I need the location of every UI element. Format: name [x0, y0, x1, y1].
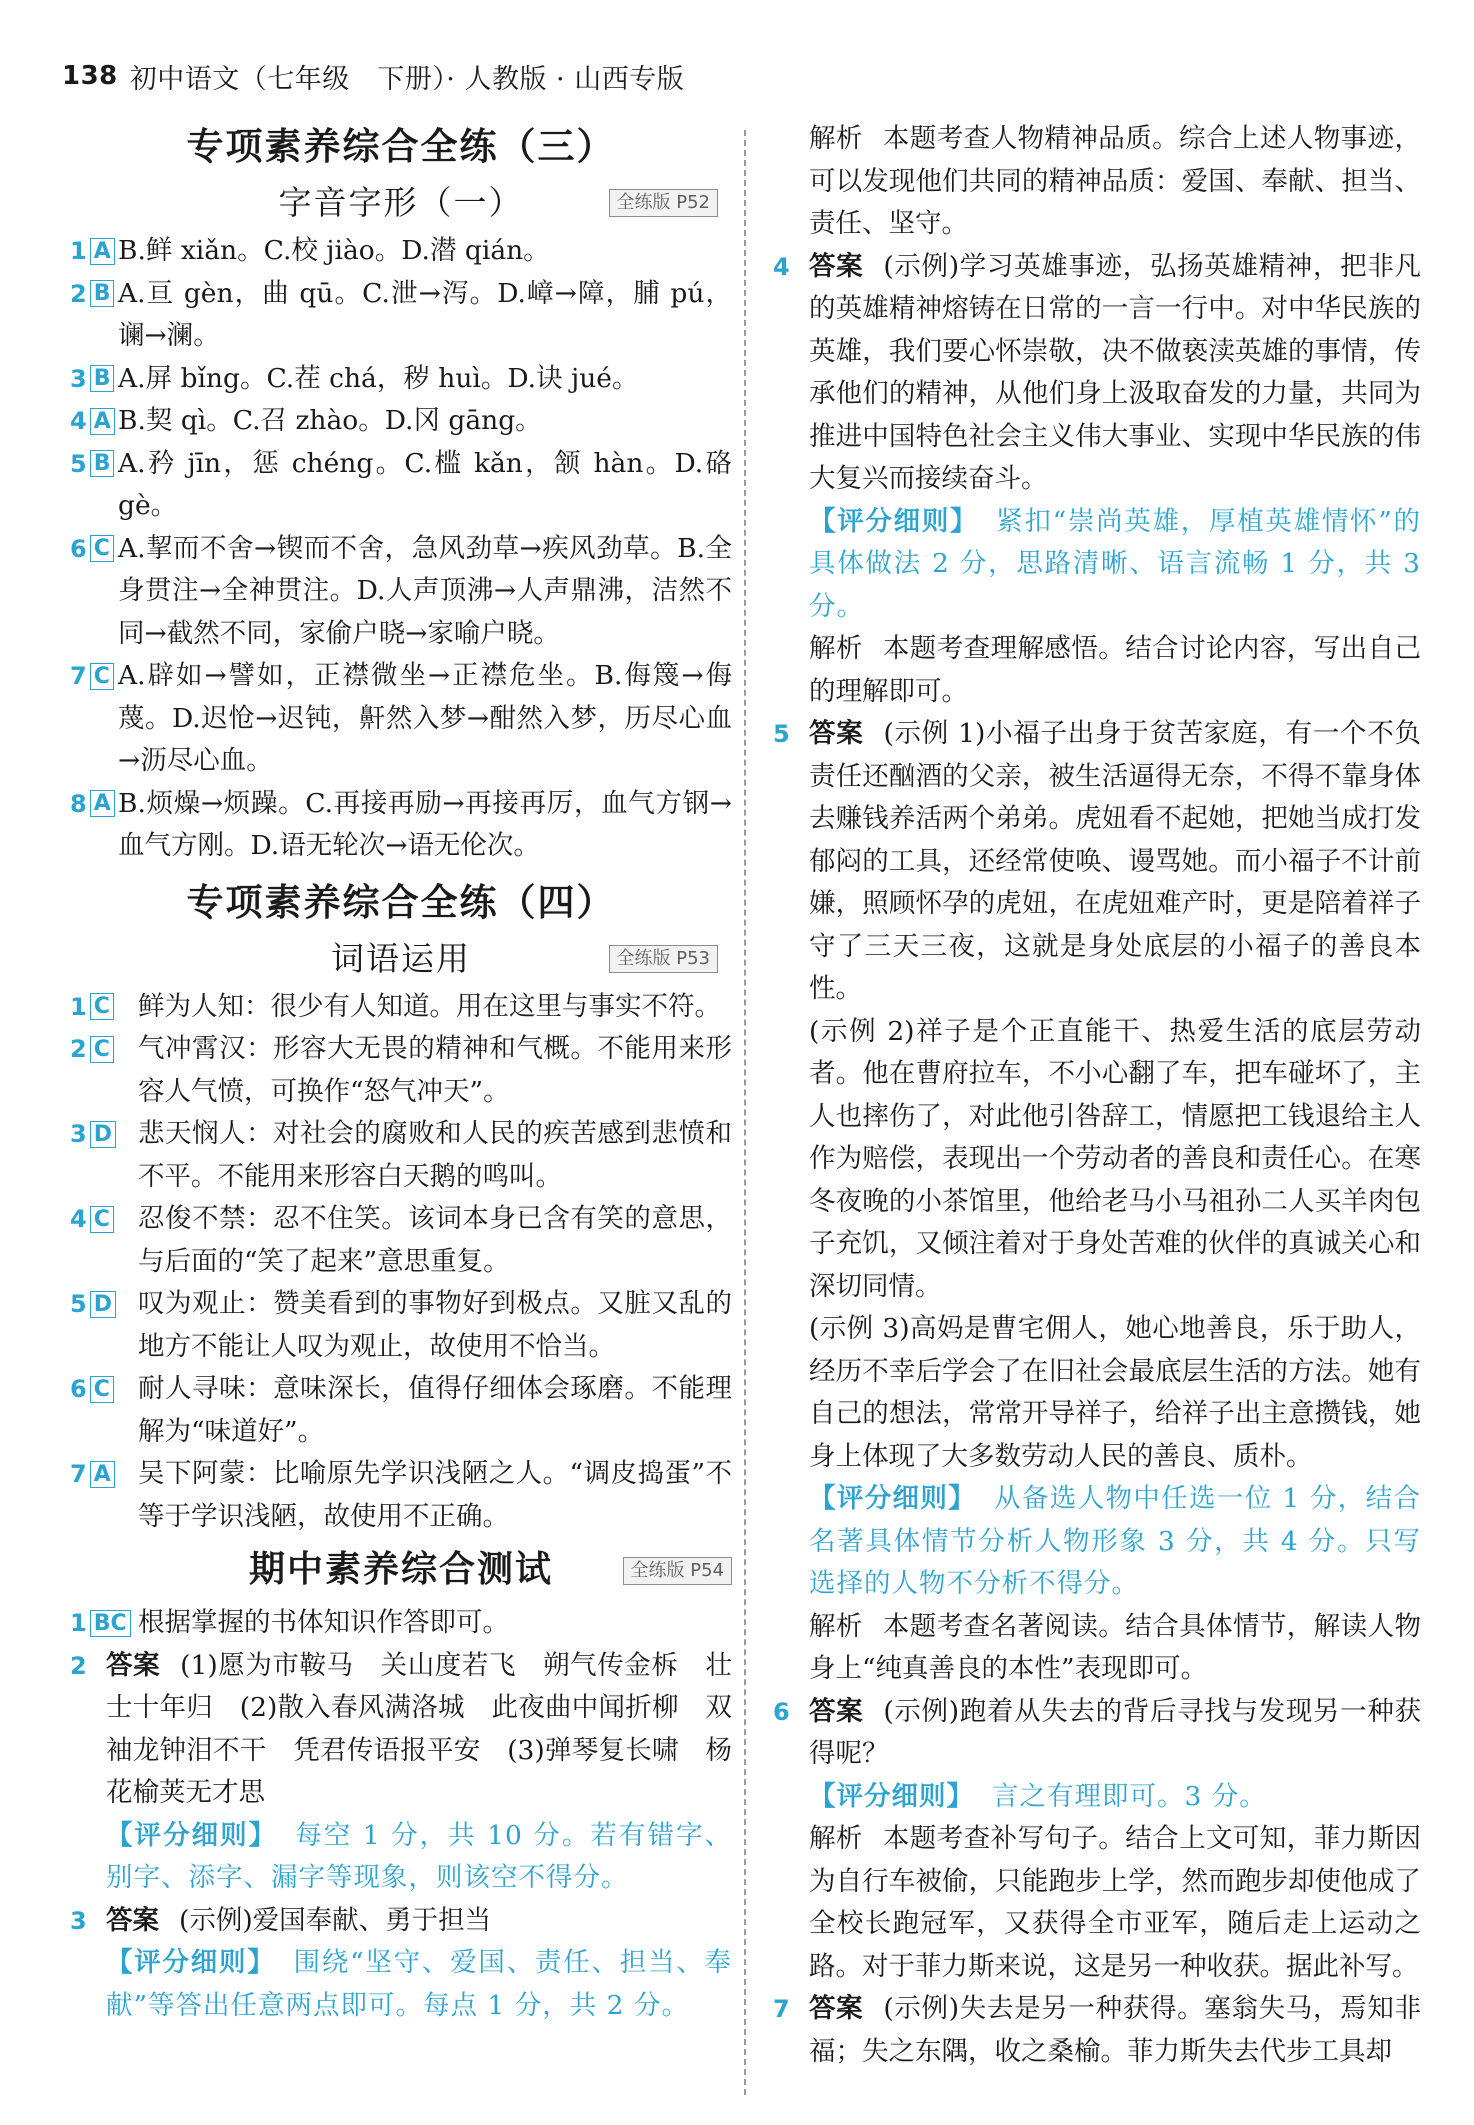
- question-block-5: [773, 713, 1421, 1691]
- section-title-sec3: 专项素养综合全练（三）: [186, 125, 616, 168]
- answer-choice-box: C: [90, 1206, 114, 1233]
- answer-item: [70, 1198, 732, 1283]
- answer-paragraph: [809, 713, 1421, 1011]
- question-number: 7: [70, 662, 87, 690]
- question-number: 2: [70, 1651, 87, 1680]
- analysis-paragraph: [809, 118, 1421, 246]
- question-number: 4: [773, 252, 790, 281]
- answer-explanation: 耐人寻味：意味深长，值得仔细体会琢磨。不能理解为“味道好”。: [138, 1373, 732, 1447]
- answer-text: (1)愿为市鞍马 关山度若飞 朔气传金柝 壮士十年归 (2)散入春风满洛城 此夜曲中闻折柳 双袖龙钟泪不干 凭君传语报平安 (3)弹琴复长啸 杨花榆荚无才思: [106, 1649, 732, 1808]
- answer-explanation: B.烦燥→烦躁。C.再接再励→再接再厉，血气方钢→血气方刚。D.语无轮次→语无伦次。: [118, 787, 732, 861]
- midterm-title-row: [70, 1538, 732, 1602]
- question-block-4: [773, 246, 1421, 714]
- answer-explanation: A.亘 gèn，曲 qū。C.泄→泻。D.嶂→障，脯 pú，谰→澜。: [118, 277, 732, 351]
- answer-choice-box: A: [90, 790, 115, 817]
- answer-item: [70, 528, 732, 656]
- answer-text: (示例)跑着从失去的背后寻找与发现另一种获得呢？: [809, 1695, 1421, 1769]
- subtitle-text: 词语运用: [331, 938, 471, 978]
- answer-item: [70, 1113, 732, 1198]
- section-title-sec4: 专项素养综合全练（四）: [186, 880, 616, 924]
- answer-label: 答案: [809, 250, 864, 282]
- sec4-answer-list: [70, 986, 732, 1539]
- answer-item: [70, 400, 732, 443]
- answer-item: [70, 1283, 732, 1368]
- scoring-label: 【评分细则】: [809, 1780, 974, 1812]
- question-number: 2: [70, 1035, 87, 1063]
- answer-label: 答案: [106, 1649, 161, 1681]
- answer-choice-box: C: [90, 993, 114, 1020]
- answer-explanation: 叹为观止：赞美看到的事物好到极点。又脏又乱的地方不能让人叹为观止，故使用不恰当。: [138, 1288, 732, 1362]
- scoring-label: 【评分细则】: [106, 1819, 278, 1851]
- answer-text: (示例 1)小福子出身于贫苦家庭，有一个不负责任还酗酒的父亲，被生活逼得无奈，不得不靠身体去赚钱养活两个弟弟。虎妞看不起她，把她当成打发郁闷的工具，还经常使唤、谩骂她。而小福子不计前嫌，照顾怀孕的虎妞，在虎妞难产时，更是陪着祥子守了三天三夜，这就是身处底层的小福子的善良本性。: [809, 718, 1421, 1004]
- answer-explanation: A.辟如→譬如，正襟微坐→正襟危坐。B.侮篾→侮蔑。D.迟怆→迟钝，鼾然入梦→酣然入梦，历尽心血→沥尽心血。: [118, 660, 732, 776]
- answer-explanation: A.矜 jīn，惩 chéng。C.槛 kǎn，颔 hàn。D.硌 gè。: [118, 447, 732, 521]
- answer-label: 答案: [809, 718, 864, 749]
- answer-explanation: A.屏 bǐng。C.茬 chá，秽 huì。D.诀 jué。: [118, 362, 639, 394]
- page-ref-tag: 全练版 P54: [623, 1557, 732, 1585]
- answer-item: [70, 273, 732, 358]
- scoring-text: 言之有理即可。3 分。: [992, 1780, 1267, 1812]
- answer-item: [70, 230, 732, 273]
- scoring-rule: [809, 1776, 1421, 1819]
- answer-choice-box: A: [90, 238, 115, 265]
- question-number: 2: [70, 279, 87, 308]
- question-number: 3: [70, 1120, 87, 1148]
- book-title: 初中语文（七年级 下册）· 人教版 · 山西专版: [129, 63, 685, 95]
- answer-choice-box: C: [90, 535, 114, 562]
- scoring-rule: [106, 1815, 732, 1900]
- scoring-label: 【评分细则】: [809, 1483, 977, 1514]
- question-number: 5: [70, 1290, 87, 1318]
- scoring-rule: [809, 501, 1421, 629]
- answer-item: [70, 783, 732, 868]
- answer-choice-box: A: [90, 1461, 115, 1488]
- question-block-6: [773, 1691, 1421, 1989]
- scoring-text: 每空 1 分，共 10 分。若有错字、别字、添字、漏字等现象，则该空不得分。: [106, 1819, 732, 1893]
- question-block-2: [70, 1645, 732, 1900]
- right-column: [773, 118, 1421, 2105]
- answer-paragraph: [809, 246, 1421, 501]
- answer-label: 答案: [809, 1695, 864, 1727]
- question-block-7: [773, 1988, 1421, 2073]
- answer-choice-box: BC: [90, 1610, 131, 1637]
- answer-explanation: 悲天悯人：对社会的腐败和人民的疾苦感到悲愤和不平。不能用来形容白天鹅的鸣叫。: [138, 1118, 732, 1192]
- answer-paragraph: [106, 1645, 732, 1815]
- q3-analysis-continued: [773, 118, 1421, 246]
- answer-choice-box: B: [90, 280, 115, 307]
- analysis-text: 本题考查名著阅读。结合具体情节，解读人物身上“纯真善良的本性”表现即可。: [809, 1610, 1421, 1684]
- analysis-label: 解析: [809, 633, 863, 664]
- analysis-text: 本题考查人物精神品质。综合上述人物事迹，可以发现他们共同的精神品质：爱国、奉献、担当、责任、坚守。: [809, 123, 1421, 239]
- question-number: 6: [70, 534, 87, 563]
- section-subtitle-sec4: [70, 932, 732, 986]
- analysis-label: 解析: [809, 1610, 863, 1642]
- question-number: 3: [70, 1906, 87, 1935]
- answer-item: [70, 358, 732, 401]
- scoring-rule: [809, 1478, 1421, 1606]
- subtitle-text: 字音字形（一）: [278, 183, 524, 222]
- scoring-text: 紧扣“崇尚英雄，厚植英雄情怀”的具体做法 2 分，思路清晰、语言流畅 1 分，共 3 分。: [809, 505, 1421, 622]
- answer-item: [70, 986, 732, 1029]
- answer-explanation: 气冲霄汉：形容大无畏的精神和气概。不能用来形容人气愤，可换作“怒气冲天”。: [138, 1033, 732, 1107]
- question-number: 5: [773, 720, 790, 748]
- question-number: 1: [70, 992, 87, 1021]
- page-ref-tag: 全练版 P52: [609, 189, 718, 217]
- page-number: 138: [62, 61, 118, 91]
- answer-choice-box: D: [90, 1291, 116, 1318]
- analysis-text: 本题考查补写句子。结合上文可知，菲力斯因为自行车被偷，只能跑步上学，然而跑步却使他成了全校长跑冠军，又获得全市亚军，随后走上运动之路。对于菲力斯来说，这是另一种收获。据此补写。: [809, 1823, 1421, 1982]
- section-subtitle-sec3: [70, 176, 732, 230]
- answer-item: [70, 443, 732, 528]
- answer-choice-box: B: [90, 365, 115, 392]
- answer-item: [70, 1602, 732, 1645]
- answer-paragraph: [809, 1988, 1421, 2073]
- question-number: 1: [70, 1609, 87, 1637]
- analysis-paragraph: [809, 1606, 1421, 1691]
- analysis-label: 解析: [809, 1823, 863, 1854]
- answer-label: 答案: [106, 1904, 159, 1936]
- page-header: [62, 56, 684, 96]
- scoring-label: 【评分细则】: [809, 505, 979, 537]
- answer-item: [70, 1028, 732, 1113]
- answer-choice-box: C: [90, 1036, 114, 1063]
- answer-explanation: B.鲜 xiǎn。C.校 jiào。D.潜 qián。: [118, 235, 550, 266]
- scoring-rule: [106, 1942, 732, 2027]
- answer-explanation: B.契 qì。C.召 zhào。D.冈 gāng。: [118, 405, 542, 436]
- answer-item: [70, 655, 732, 783]
- answer-label: 答案: [809, 1993, 864, 2024]
- answer-choice-box: C: [90, 1376, 114, 1403]
- scoring-text: 围绕“坚守、爱国、责任、担当、奉献”等答出任意两点即可。每点 1 分，共 2 分。: [106, 1947, 732, 2021]
- answer-choice-box: B: [90, 450, 115, 477]
- answer-choice-box: A: [90, 408, 115, 435]
- answer-explanation: A.挈而不舍→锲而不舍，急风劲草→疾风劲草。B.全身贯注→全神贯注。D.人声顶沸→人声鼎沸，洁然不同→截然不同，家偷户晓→家喻户晓。: [118, 532, 732, 649]
- question-number: 6: [70, 1375, 87, 1403]
- answer-item: [70, 1368, 732, 1453]
- question-number: 6: [773, 1697, 790, 1726]
- answer-text: (示例)爱国奉献、勇于担当: [179, 1904, 492, 1936]
- analysis-text: 本题考查理解感悟。结合讨论内容，写出自己的理解即可。: [809, 633, 1421, 707]
- analysis-paragraph: [809, 628, 1421, 713]
- analysis-paragraph: [809, 1818, 1421, 1988]
- analysis-label: 解析: [809, 123, 863, 154]
- question-number: 7: [70, 1460, 87, 1488]
- page-ref-tag: 全练版 P53: [609, 945, 718, 973]
- answer-paragraph: [106, 1900, 732, 1943]
- question-number: 1: [70, 237, 87, 265]
- answer-explanation: 吴下阿蒙：比喻原先学识浅陋之人。“调皮捣蛋”不等于学识浅陋，故使用不正确。: [138, 1458, 732, 1532]
- question-number: 4: [70, 407, 87, 435]
- answer-text: (示例)学习英雄事迹，弘扬英雄精神，把非凡的英雄精神熔铸在日常的一言一行中。对中华民族的英雄，我们要心怀崇敬，决不做亵渎英雄的事情，传承他们的精神，从他们身上汲取奋发的力量，共同为推进中国特色社会主义伟大事业、实现中华民族的伟大复兴而接续奋斗。: [809, 250, 1421, 494]
- question-number: 3: [70, 364, 87, 393]
- scoring-label: 【评分细则】: [106, 1947, 276, 1978]
- scoring-text: 从备选人物中任选一位 1 分，结合名著具体情节分析人物形象 3 分，共 4 分。只写选择的人物不分析不得分。: [809, 1483, 1421, 1599]
- answer-example-3: (示例 3)高妈是曹宅佣人，她心地善良，乐于助人，经历不幸后学会了在旧社会最底层生活的方法。她有自己的想法，常常开导祥子，给祥子出主意攒钱，她身上体现了大多数劳动人民的善良、质朴。: [809, 1313, 1421, 1472]
- answer-example-2: (示例 2)祥子是个正直能干、热爱生活的底层劳动者。他在曹府拉车，不小心翻了车，把车碰坏了，主人也摔伤了，对此他引咎辞工，情愿把工钱退给主人作为赔偿，表现出一个劳动者的善良和责任心。在寒冬夜晚的小茶馆里，他给老马小马祖孙二人买羊肉包子充饥，又倾注着对于身处苦难的伙伴的真诚关心和深切同情。: [809, 1015, 1421, 1302]
- column-divider: [744, 130, 746, 2095]
- answer-text: (示例)失去是另一种获得。塞翁失马，焉知非福；失之东隅，收之桑榆。菲力斯失去代步工具却: [809, 1993, 1421, 2067]
- sec3-answer-list: [70, 230, 732, 868]
- answer-explanation: 鲜为人知：很少有人知道。用在这里与事实不符。: [138, 990, 721, 1022]
- section-title-midterm: 期中素养综合测试: [248, 1549, 553, 1590]
- question-number: 4: [70, 1205, 87, 1233]
- left-column: [70, 118, 732, 2105]
- question-number: 5: [70, 449, 87, 478]
- answer-choice-box: D: [90, 1121, 116, 1148]
- question-number: 8: [70, 789, 87, 818]
- answer-choice-box: C: [90, 663, 114, 690]
- question-block-3: [70, 1900, 732, 2028]
- answer-item: [70, 1453, 732, 1538]
- question-number: 7: [773, 1995, 790, 2023]
- answer-explanation: 忍俊不禁：忍不住笑。该词本身已含有笑的意思，与后面的“笑了起来”意思重复。: [138, 1203, 732, 1277]
- answer-explanation: 根据掌握的书体知识作答即可。: [138, 1607, 509, 1638]
- answer-paragraph: [809, 1691, 1421, 1776]
